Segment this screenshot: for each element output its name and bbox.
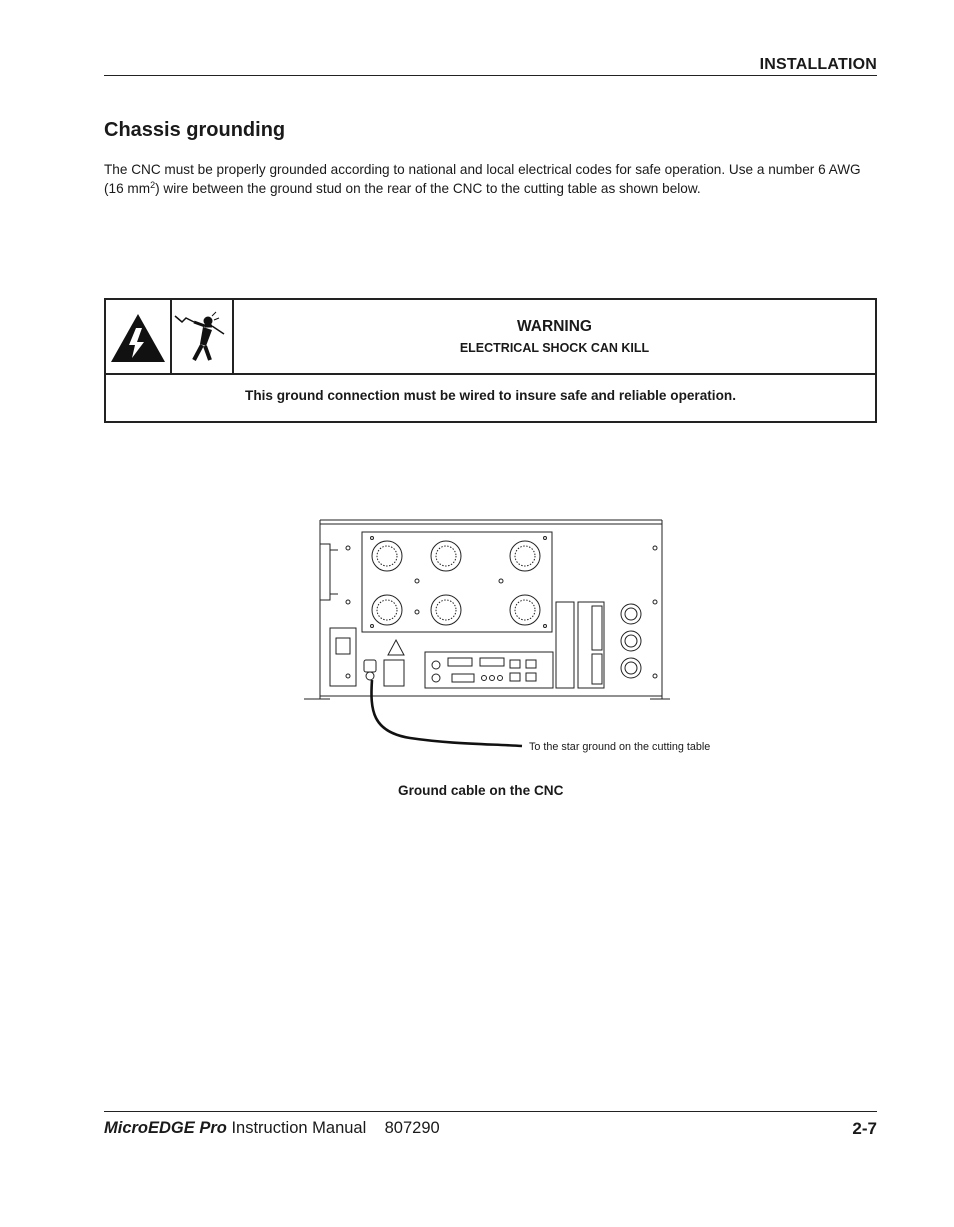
figure-callout: To the star ground on the cutting table [529, 741, 711, 753]
warning-subtitle: ELECTRICAL SHOCK CAN KILL [459, 341, 650, 355]
cnc-rear-panel-drawing [300, 510, 670, 760]
warning-title: WARNING [517, 318, 592, 335]
footer-product: MicroEDGE Pro [104, 1119, 227, 1137]
warning-message: This ground connection must be wired to insure safe and reliable operation. [245, 388, 736, 403]
footer-manual: Instruction Manual [226, 1119, 367, 1137]
footer-manual-info [104, 1119, 440, 1138]
footer-rule [104, 1111, 877, 1112]
warning-box [104, 298, 877, 423]
body-paragraph [104, 160, 884, 198]
electric-shock-person-icon [172, 300, 232, 373]
section-label: INSTALLATION [759, 56, 877, 73]
warning-header-row [106, 300, 875, 375]
electrical-hazard-triangle-icon [106, 300, 170, 373]
warning-icon-cell [106, 300, 172, 373]
header-rule [104, 75, 877, 76]
superscript-2: 2 [150, 180, 156, 190]
footer-part-number: 807290 [384, 1119, 440, 1137]
page-title: Chassis grounding [104, 119, 286, 141]
body-text-part-1: The CNC must be properly grounded according to national and local electrical codes for safe operation. Use a number 6 AWG (16 mm [104, 162, 861, 196]
page-number: 2-7 [852, 1119, 877, 1138]
cnc-rear-panel-figure [300, 510, 670, 765]
ground-cable [371, 680, 522, 746]
body-text-part-2: ) wire between the ground stud on the rear of the CNC to the cutting table as shown below. [155, 181, 701, 196]
shock-icon-cell [172, 300, 234, 373]
figure-caption: Ground cable on the CNC [398, 783, 564, 798]
